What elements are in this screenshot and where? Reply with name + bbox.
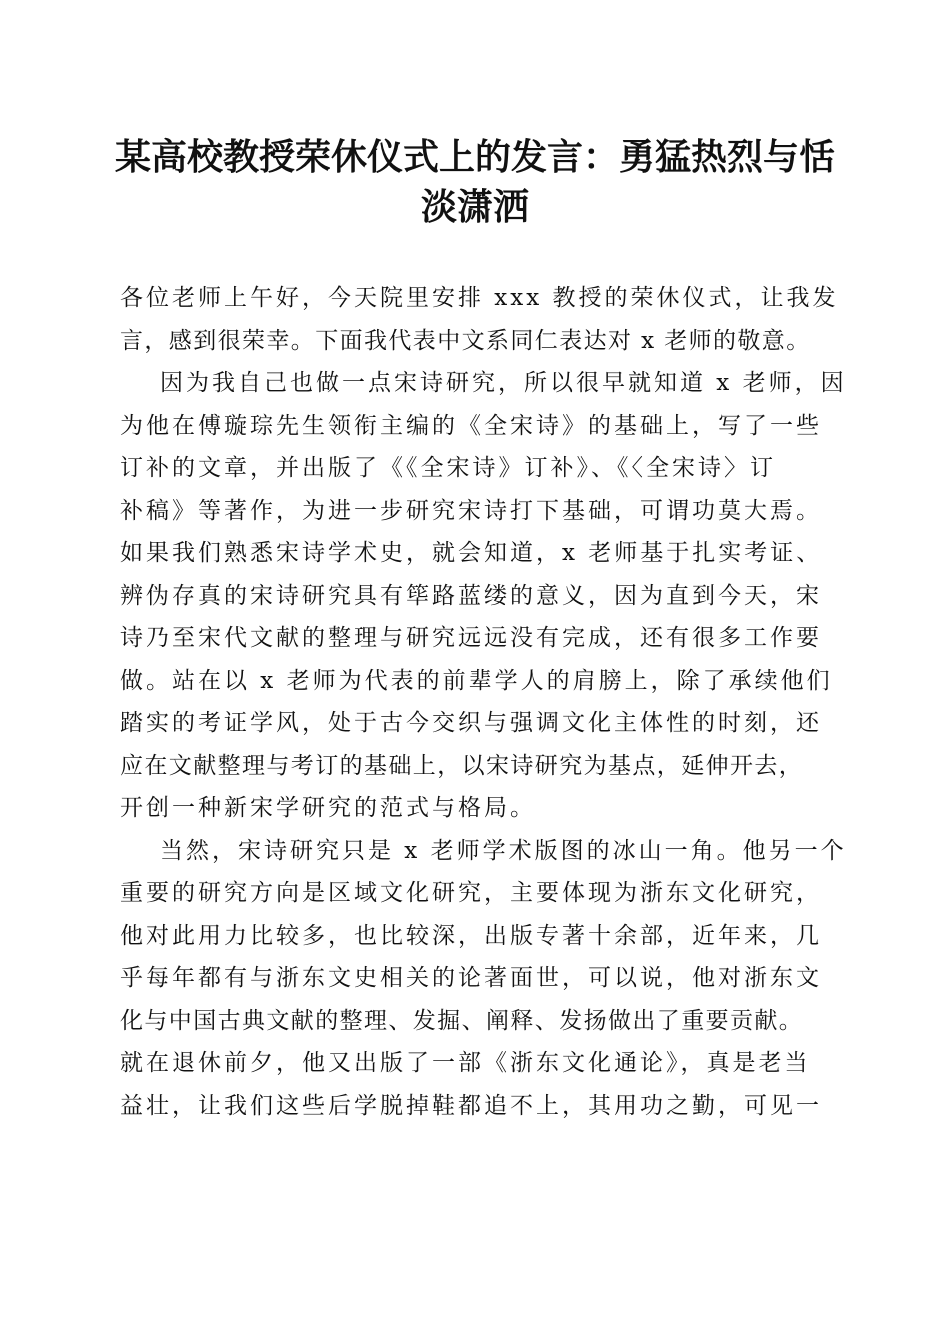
body-line: 做。站在以 x 老师为代表的前辈学人的肩膀上，除了承续他们	[120, 667, 833, 694]
body-line: 应在文献整理与考订的基础上，以宋诗研究为基点，延伸开去，	[120, 752, 804, 779]
body-line: 言，感到很荣幸。下面我代表中文系同仁表达对 x 老师的敬意。	[120, 327, 811, 354]
body-line: 踏实的考证学风，处于古今交织与强调文化主体性的时刻，还	[120, 710, 822, 736]
body-line: 订补的文章，并出版了《《全宋诗》订补》、《〈全宋诗〉订	[120, 455, 776, 481]
body-line: 因为我自己也做一点宋诗研究，所以很早就知道 x 老师，因	[160, 370, 847, 396]
body-line: 补稿》等著作，为进一步研究宋诗打下基础，可谓功莫大焉。	[120, 497, 822, 524]
body-line: 重要的研究方向是区域文化研究，主要体现为浙东文化研究，	[120, 880, 822, 906]
body-line: 就在退休前夕，他又出版了一部《浙东文化通论》，真是老当	[120, 1050, 811, 1076]
body-line: 如果我们熟悉宋诗学术史，就会知道，x 老师基于扎实考证、	[120, 540, 823, 566]
body-line: 诗乃至宋代文献的整理与研究远远没有完成，还有很多工作要	[120, 625, 822, 651]
body-line: 益壮，让我们这些后学脱掉鞋都追不上，其用功之勤，可见一	[120, 1092, 822, 1119]
document-title	[100, 132, 850, 232]
body-line: 化与中国古典文献的整理、发掘、阐释、发扬做出了重要贡献。	[120, 1007, 804, 1034]
body-line: 乎每年都有与浙东文史相关的论著面世，可以说，他对浙东文	[120, 965, 822, 991]
body-line: 为他在傅璇琮先生领衔主编的《全宋诗》的基础上，写了一些	[120, 412, 822, 439]
title-line-1: 某高校教授荣休仪式上的发言：勇猛热烈与恬	[114, 136, 835, 178]
body-line: 开创一种新宋学研究的范式与格局。	[120, 795, 536, 821]
title-line-2: 淡潇洒	[420, 186, 529, 228]
body-line: 他对此用力比较多，也比较深，出版专著十余部，近年来，几	[120, 922, 822, 949]
body-line: 辨伪存真的宋诗研究具有筚路蓝缕的意义，因为直到今天，宋	[120, 582, 822, 609]
document-body	[120, 277, 850, 1127]
body-line: 各位老师上午好，今天院里安排 xxx 教授的荣休仪式，让我发	[120, 285, 839, 311]
body-line: 当然，宋诗研究只是 x 老师学术版图的冰山一角。他另一个	[160, 837, 847, 864]
